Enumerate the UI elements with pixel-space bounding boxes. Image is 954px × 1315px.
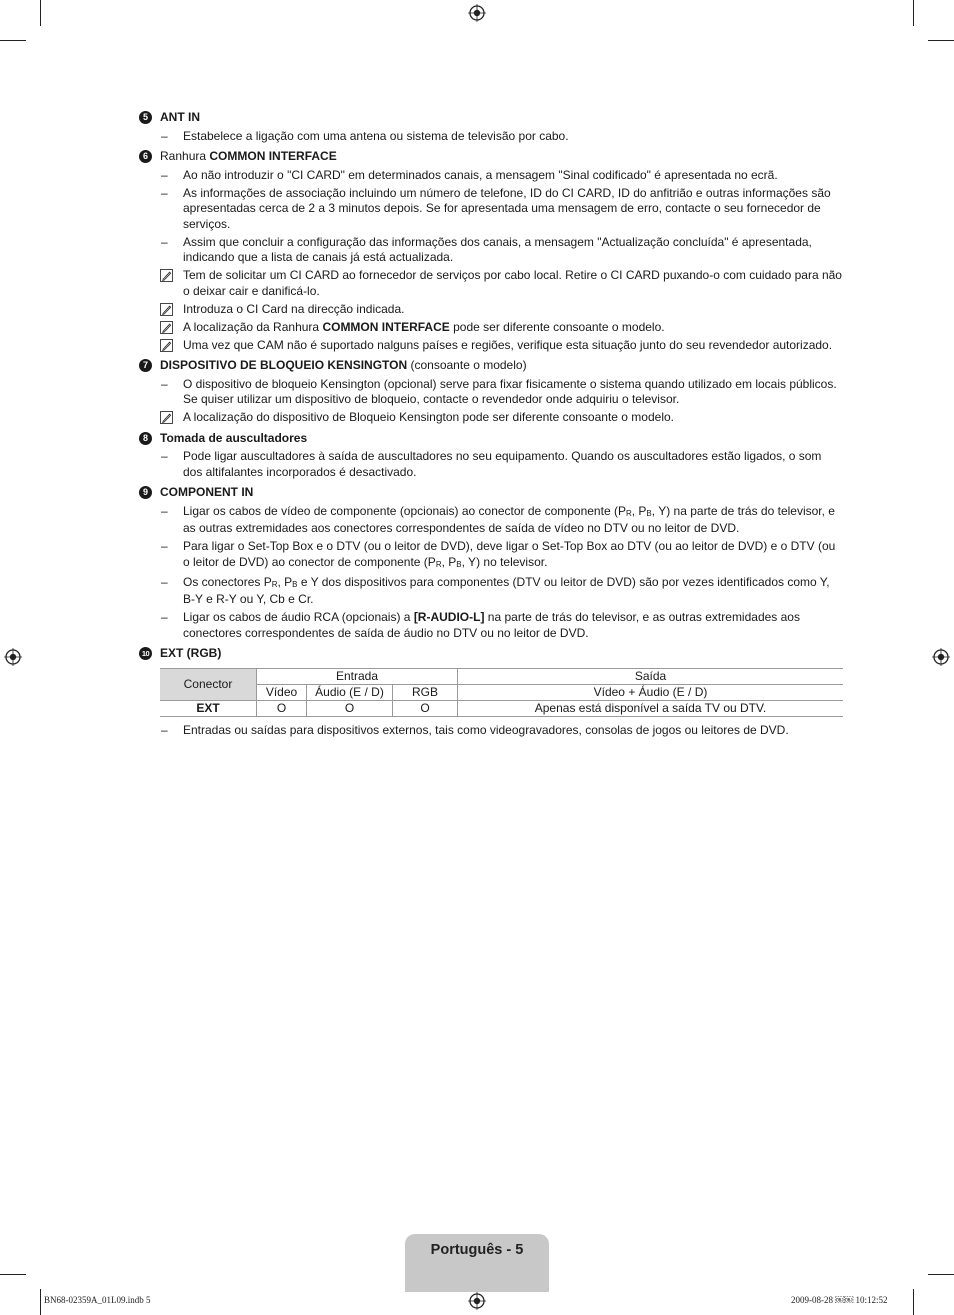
list-item xyxy=(139,129,844,145)
note-icon xyxy=(139,320,183,336)
registration-target-icon xyxy=(468,1292,486,1310)
text-run: Para ligar o Set-Top Box e o DTV (ou o leitor de DVD), deve ligar o Set-Top Box ao DTV (ou ao leitor de DVD) e o DTV (ou o leitor de DVD) ao conector de componente (P xyxy=(183,539,836,569)
crop-mark-top-right-vertical xyxy=(913,0,914,26)
section-title xyxy=(160,149,337,165)
section-heading xyxy=(139,110,844,126)
dash-marker xyxy=(139,377,183,408)
note-item xyxy=(139,338,844,354)
title-prefix: Ranhura xyxy=(160,149,210,163)
table-cell: O xyxy=(393,700,458,716)
item-text xyxy=(183,610,844,641)
ext-note-text: Entradas ou saídas para dispositivos externos, tais como videogravadores, consolas de jogos ou leitores de DVD. xyxy=(183,722,789,737)
section-title xyxy=(160,431,307,447)
note-icon xyxy=(139,268,183,299)
crop-mark-bottom-right-horizontal xyxy=(928,1274,954,1275)
note-icon xyxy=(139,338,183,354)
note-item xyxy=(139,302,844,318)
item-text xyxy=(183,539,844,572)
table-cell: O xyxy=(307,700,393,716)
dash-marker xyxy=(139,235,183,266)
section-heading xyxy=(139,646,844,662)
title-bold: EXT (RGB) xyxy=(160,646,222,660)
title-bold: ANT IN xyxy=(160,110,200,124)
title-bold: COMPONENT IN xyxy=(160,485,254,499)
table-header-output: Saída xyxy=(458,668,844,684)
item-text: O dispositivo de bloqueio Kensington (opcional) serve para fixar fisicamente o sistema quando utilizado em locais públicos. Se quiser utilizar um dispositivo de bloqueio, contacte o revendedor onde adquiriu o televisor. xyxy=(183,376,837,406)
section-number-badge: 9 xyxy=(139,486,152,499)
subscript: B xyxy=(292,579,298,589)
note-icon xyxy=(139,410,183,426)
text-run: , P xyxy=(631,503,647,518)
subscript: B xyxy=(646,508,652,518)
crop-mark-bottom-left-horizontal xyxy=(0,1274,26,1275)
text-run: Ligar os cabos de vídeo de componente (opcionais) ao conector de componente (P xyxy=(183,503,626,518)
dash-marker xyxy=(139,723,183,739)
section-title xyxy=(160,485,253,501)
table-cell: O xyxy=(257,700,307,716)
table-cell: Apenas está disponível a saída TV ou DTV. xyxy=(458,700,844,716)
item-text: Assim que concluir a configuração das informações dos canais, a mensagem "Actualização concluída" é apresentada, indicando que a lista de canais já está actualizada. xyxy=(183,234,812,264)
registration-target-icon xyxy=(4,648,22,666)
table-header-connector: Conector xyxy=(160,668,257,700)
crop-mark-top-left-horizontal xyxy=(0,40,26,41)
registration-target-icon xyxy=(468,4,486,22)
table-header-input: Entrada xyxy=(257,668,458,684)
table-header-video: Vídeo xyxy=(257,684,307,700)
title-bold: Tomada de auscultadores xyxy=(160,430,308,445)
item-text xyxy=(183,320,844,336)
list-item xyxy=(139,168,844,184)
list-item xyxy=(139,723,844,739)
item-text: Estabelece a ligação com uma antena ou sistema de televisão por cabo. xyxy=(183,128,569,143)
crop-mark-top-right-horizontal xyxy=(928,40,954,41)
section-number-badge: 10 xyxy=(139,647,152,660)
title-bold: DISPOSITIVO DE BLOQUEIO KENSINGTON xyxy=(160,358,408,372)
dash-marker xyxy=(139,575,183,608)
list-item xyxy=(139,575,844,608)
list-item xyxy=(139,504,844,537)
section-heading xyxy=(139,358,844,374)
crop-mark-bottom-right-vertical xyxy=(913,1289,914,1315)
text-run: , P xyxy=(441,554,457,569)
section-heading xyxy=(139,485,844,501)
text-run: , Y) na parte de trás do televisor, e as outras extremidades aos conectores correspondentes de saída de vídeo no DTV ou no leitor de DVD. xyxy=(183,503,835,535)
crop-mark-top-left-vertical xyxy=(40,0,41,26)
text-run: , P xyxy=(277,574,293,589)
subscript: B xyxy=(456,559,462,569)
dash-marker xyxy=(139,610,183,641)
manual-content xyxy=(139,110,844,741)
section-title xyxy=(160,110,200,126)
text-run: pode ser diferente consoante o modelo. xyxy=(449,319,665,334)
bold-term: [R-AUDIO-L] xyxy=(413,610,485,624)
dash-marker xyxy=(139,449,183,480)
crop-mark-bottom-left-vertical xyxy=(40,1289,41,1315)
note-item xyxy=(139,410,844,426)
table-row xyxy=(160,700,843,716)
ext-connector-table xyxy=(160,668,843,717)
subscript: R xyxy=(271,579,278,589)
text-run: , Y) no televisor. xyxy=(461,554,548,569)
section-number-badge: 8 xyxy=(139,432,152,445)
subscript: R xyxy=(625,508,632,518)
list-item xyxy=(139,539,844,572)
text-run: A localização da Ranhura xyxy=(183,319,323,334)
note-item xyxy=(139,268,844,299)
section-number-badge: 7 xyxy=(139,359,152,372)
section-title xyxy=(160,646,221,662)
section-heading xyxy=(139,149,844,165)
item-text: Ao não introduzir o "CI CARD" em determinados canais, a mensagem "Sinal codificado" é apresentada no ecrã. xyxy=(183,167,778,182)
item-text: As informações de associação incluindo um número de telefone, ID do CI CARD, ID do anfitrião e outras informações são apresentadas cerca de 2 a 3 minutos depois. Se for apresentada uma mensagem de erro, contacte o seu fornecedor de serviços. xyxy=(183,185,831,231)
text-run: na parte de trás do televisor, e as outras extremidades aos conectores correspondentes de saída de áudio no DTV ou no leitor de DVD. xyxy=(183,610,800,640)
text-run: Ligar os cabos de áudio RCA (opcionais) a xyxy=(183,610,414,624)
item-text xyxy=(183,575,844,608)
table-header-audio: Áudio (E / D) xyxy=(307,684,393,700)
dash-marker xyxy=(139,168,183,184)
dash-marker xyxy=(139,504,183,537)
bold-term: COMMON INTERFACE xyxy=(322,319,450,334)
section-number-badge: 6 xyxy=(139,150,152,163)
table-cell-ext: EXT xyxy=(160,700,257,716)
item-text: Uma vez que CAM não é suportado nalguns países e regiões, verifique esta situação junto do seu revendedor autorizado. xyxy=(183,337,833,352)
list-item xyxy=(139,235,844,266)
list-item xyxy=(139,610,844,641)
note-item xyxy=(139,320,844,336)
note-icon xyxy=(139,302,183,318)
text-run: Os conectores P xyxy=(183,574,272,589)
title-bold: COMMON INTERFACE xyxy=(209,149,337,163)
list-item xyxy=(139,377,844,408)
dash-marker xyxy=(139,539,183,572)
page-number: Português - 5 xyxy=(430,1242,524,1258)
sections-list xyxy=(139,110,844,662)
list-item xyxy=(139,186,844,233)
section-number-badge: 5 xyxy=(139,111,152,124)
page-number-tab xyxy=(405,1234,549,1292)
section-title xyxy=(160,358,527,374)
item-text: Tem de solicitar um CI CARD ao fornecedor de serviços por cabo local. Retire o CI CARD puxando-o com cuidado para não o deixar cair e danificá-lo. xyxy=(183,268,842,298)
title-suffix: (consoante o modelo) xyxy=(407,358,527,372)
registration-target-icon xyxy=(932,648,950,666)
text-run: e Y dos dispositivos para componentes (DTV ou leitor de DVD) são por vezes identificados como Y, B-Y e R-Y ou Y, Cb e Cr. xyxy=(183,574,830,606)
table-header-rgb: RGB xyxy=(393,684,458,700)
print-slug-date: 2009-08-28 ￼￼ 10:12:52 xyxy=(791,1295,888,1305)
subscript: R xyxy=(435,559,442,569)
dash-marker xyxy=(139,186,183,233)
item-text xyxy=(183,504,844,537)
item-text: A localização do dispositivo de Bloqueio Kensington pode ser diferente consoante o modelo. xyxy=(183,410,674,424)
dash-marker xyxy=(139,129,183,145)
item-text: Introduza o CI Card na direcção indicada. xyxy=(183,301,405,316)
item-text: Pode ligar auscultadores à saída de auscultadores no seu equipamento. Quando os auscultadores estão ligados, o som dos altifalantes incorporados é desactivado. xyxy=(183,449,822,479)
list-item xyxy=(139,449,844,480)
table-header-video-audio: Vídeo + Áudio (E / D) xyxy=(458,684,844,700)
section-heading xyxy=(139,431,844,447)
print-slug-file: BN68-02359A_01L09.indb 5 xyxy=(44,1295,151,1305)
